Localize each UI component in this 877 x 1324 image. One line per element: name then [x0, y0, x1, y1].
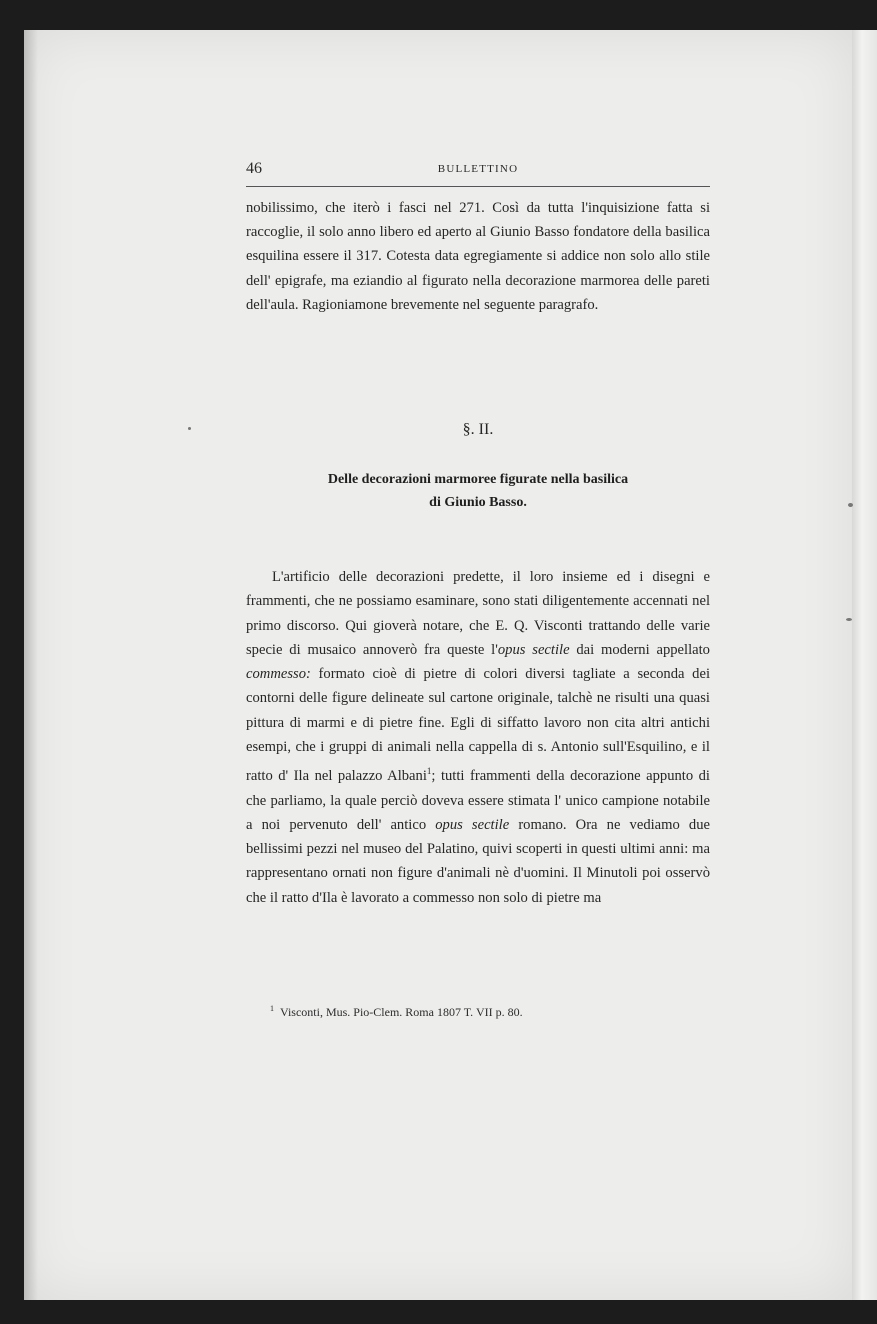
running-title: BULLETTINO	[437, 163, 519, 175]
page-edge-right	[852, 30, 877, 1300]
body-text	[246, 565, 710, 910]
page-header	[246, 160, 710, 182]
body-text-b: dai moderni appellato	[569, 641, 710, 658]
section-heading-line-1: Delle decorazioni marmoree figurate nella basilica	[327, 472, 629, 487]
intro-paragraph	[246, 196, 710, 317]
footnote-mark: 1	[270, 1004, 274, 1013]
body-text-d: ; tutti frammenti della decorazione appunto di che parliamo, la quale perciò doveva essere stimata l' unico campione notabile a noi pervenuto dell' antico	[246, 768, 710, 833]
footnote-reference: 1	[426, 766, 432, 777]
scan-speck	[846, 618, 852, 621]
footnote-text: Visconti, Mus. Pio-Clem. Roma 1807 T. VII p. 80.	[280, 1005, 523, 1019]
scan-speck	[188, 427, 191, 430]
body-italic-opus-sectile: opus sectile	[497, 641, 570, 658]
intro-text: nobilissimo, che iterò i fasci nel 271. Così da tutta l'inquisizione fatta si raccoglie, il solo anno libero ed aperto al Giunio Basso fondatore della basilica esquilina essere il 317. Cotesta data egregiamente si addice non solo allo stile dell' epigrafe, ma eziandio al figurato nella decorazione marmorea delle pareti dell'aula. Ragioniamone brevemente nel seguente paragrafo.	[246, 200, 710, 313]
header-rule	[246, 186, 710, 187]
body-paragraph	[246, 565, 710, 910]
page-shadow-left	[24, 30, 38, 1300]
section-heading	[246, 468, 710, 514]
section-heading-line-2: di Giunio Basso.	[429, 495, 527, 510]
body-text-c: formato cioè di pietre di colori diversi tagliate a seconda dei contorni delle figure delineate sul cartone originale, talchè ne risulti una quasi pittura di marmi e di pietre fine. Egli di siffatto lavoro non cita altri antichi esempi, che i gruppi di animali nella cappella di s. Antonio sull'Esquilino, e il ratto d' Ila nel palazzo Albani	[246, 666, 710, 785]
body-text-e: romano. Ora ne vediamo due bellissimi pezzi nel museo del Palatino, quivi scoperti in questi ultimi anni: ma rappresentano ornati non figure d'animali nè d'uomini. Il Minutoli poi osservò che il ratto d'Ila è lavorato a commesso non solo di pietre ma	[246, 816, 710, 906]
body-text-a: L'artificio delle decorazioni predette, il loro insieme ed i disegni e frammenti, che ne possiamo esaminare, sono stati diligentemente accennati nel primo discorso. Qui gioverà notare, che E. Q. Visconti trattando delle varie specie di musaico annoverò fra queste l'	[246, 569, 710, 658]
body-italic-opus-sectile-2: opus sectile	[435, 816, 510, 833]
footnote	[270, 1004, 710, 1020]
scan-speck	[848, 503, 853, 507]
page-number: 46	[246, 160, 262, 177]
section-number: §. II.	[462, 421, 494, 438]
body-italic-commesso: commesso:	[246, 666, 311, 683]
